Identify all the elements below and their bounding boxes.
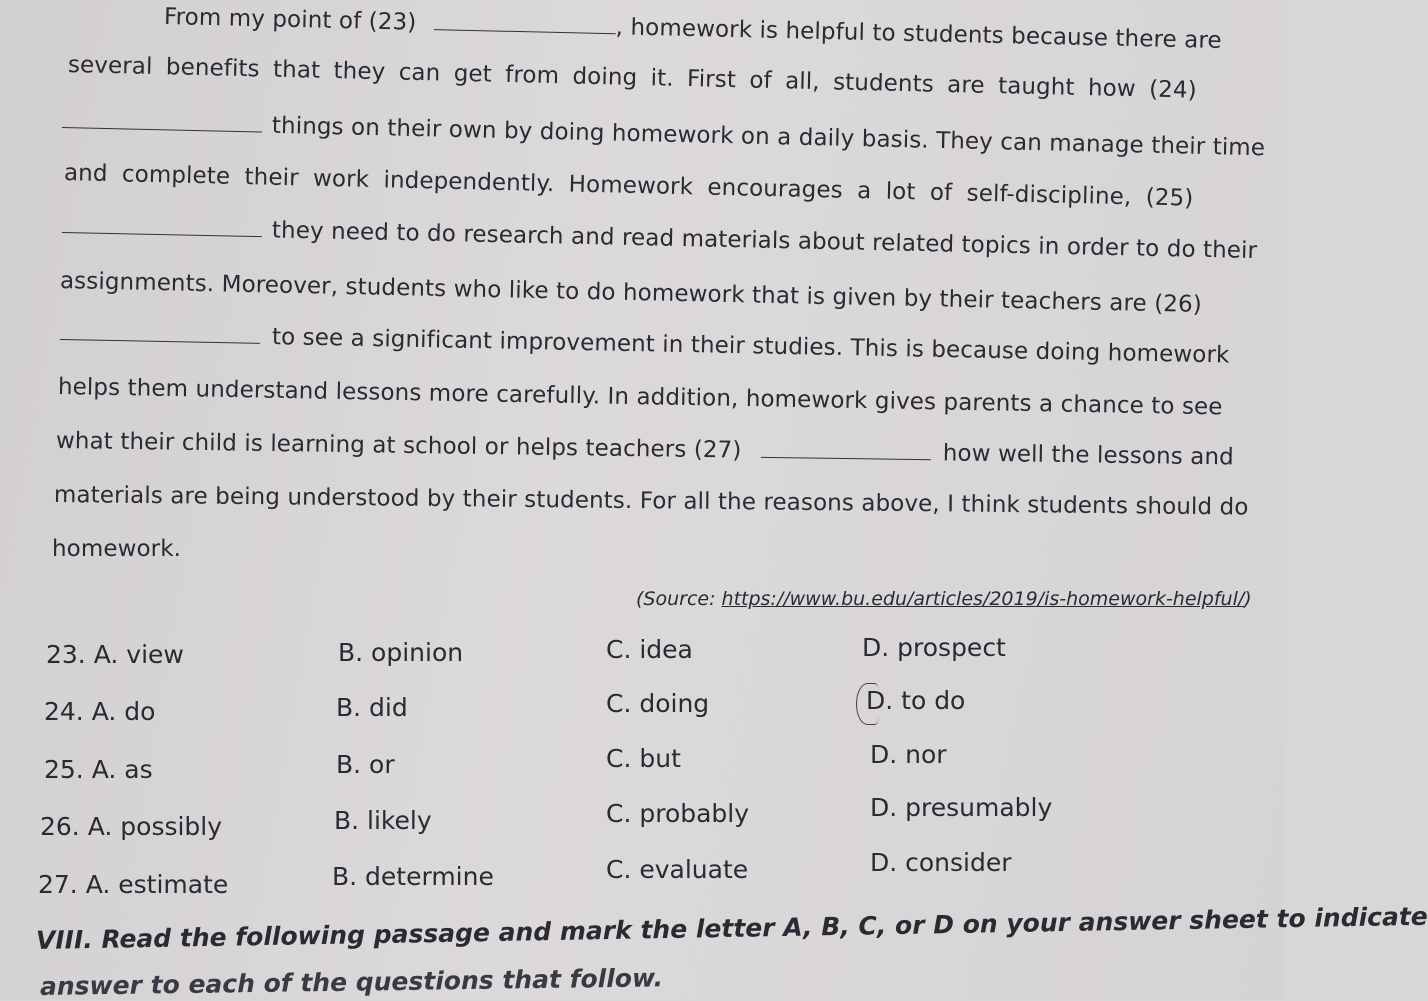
option-a[interactable]: A. view xyxy=(93,640,184,669)
question-25: 25. A. as xyxy=(44,755,153,784)
option-d[interactable]: D. to do xyxy=(866,686,966,715)
passage-line-2 xyxy=(68,52,1197,104)
option-c[interactable]: C. idea xyxy=(606,635,693,664)
passage-text: they need to do research and read materials about related topics in order to do their xyxy=(271,217,1258,265)
passage-text: and complete their work independently. Homework encourages a lot of self-discipline, (25) xyxy=(63,160,1194,212)
passage-text: homework. xyxy=(52,536,182,562)
option-b[interactable]: B. did xyxy=(336,693,408,722)
question-26: 26. A. possibly xyxy=(40,812,223,841)
passage-line-5 xyxy=(62,213,1258,264)
answer-blank-27 xyxy=(761,439,931,460)
option-b[interactable]: B. opinion xyxy=(338,638,464,667)
passage-line-11 xyxy=(52,536,181,562)
passage-line-1 xyxy=(164,4,1222,54)
passage-text: how well the lessons and xyxy=(942,440,1234,471)
passage-line-4 xyxy=(64,160,1194,212)
option-a[interactable]: A. estimate xyxy=(85,870,229,899)
source-link[interactable]: https://www.bu.edu/articles/2019/is-homework-helpful/ xyxy=(721,588,1245,610)
pen-circle-mark xyxy=(856,683,879,725)
answer-blank-23 xyxy=(434,11,616,34)
option-b[interactable]: B. or xyxy=(336,750,395,779)
passage-line-8 xyxy=(58,374,1223,420)
passage-text: to see a significant improvement in their studies. This is because doing homework xyxy=(271,324,1230,369)
option-a[interactable]: A. as xyxy=(91,755,153,784)
option-a[interactable]: A. do xyxy=(91,697,156,726)
answer-blank-25 xyxy=(62,214,262,237)
passage-text: From my point of (23) xyxy=(163,4,417,36)
option-c[interactable]: C. but xyxy=(606,744,681,773)
passage-line-9 xyxy=(56,428,1234,470)
section-heading: VIII. Read the following passage and mark the letter A, B, C, or D on your answer sheet to indicate xyxy=(35,901,1428,955)
option-c[interactable]: C. doing xyxy=(606,689,710,718)
answer-blank-24 xyxy=(62,109,262,133)
passage-line-10 xyxy=(54,482,1249,521)
option-d[interactable]: D. consider xyxy=(870,848,1012,877)
passage-text: assignments. Moreover, students who like to do homework that is given by their teachers are (26) xyxy=(59,268,1203,318)
option-d[interactable]: D. nor xyxy=(870,740,947,769)
option-b[interactable]: B. determine xyxy=(332,862,494,891)
answer-blank-26 xyxy=(60,321,260,344)
source-citation: (Source: https://www.bu.edu/articles/2019/is-homework-helpful/) xyxy=(636,588,1252,610)
section-heading-continued: answer to each of the questions that follow. xyxy=(39,963,664,1001)
option-d[interactable]: D. presumably xyxy=(870,793,1053,822)
passage-text: several benefits that they can get from doing it. First of all, students are taught how (24) xyxy=(67,52,1198,104)
option-b[interactable]: B. likely xyxy=(334,806,432,835)
passage-text: helps them understand lessons more carefully. In addition, homework gives parents a chance to see xyxy=(57,374,1223,421)
question-27: 27. A. estimate xyxy=(38,870,229,899)
passage-line-7 xyxy=(60,320,1230,368)
option-c[interactable]: C. probably xyxy=(606,799,750,828)
option-a[interactable]: A. possibly xyxy=(87,812,223,841)
option-c[interactable]: C. evaluate xyxy=(606,855,749,884)
option-d[interactable]: D. prospect xyxy=(862,633,1006,662)
passage-line-6 xyxy=(60,268,1202,318)
question-24: 24. A. do xyxy=(44,697,156,726)
passage-line-3 xyxy=(62,108,1266,161)
passage-text: what their child is learning at school or helps teachers (27) xyxy=(55,428,742,464)
question-23: 23. A. view xyxy=(46,640,184,669)
passage-text: things on their own by doing homework on a daily basis. They can manage their time xyxy=(271,112,1266,162)
passage-text: , homework is helpful to students because there are xyxy=(615,14,1222,54)
passage-text: materials are being understood by their students. For all the reasons above, I think students should do xyxy=(53,482,1249,521)
